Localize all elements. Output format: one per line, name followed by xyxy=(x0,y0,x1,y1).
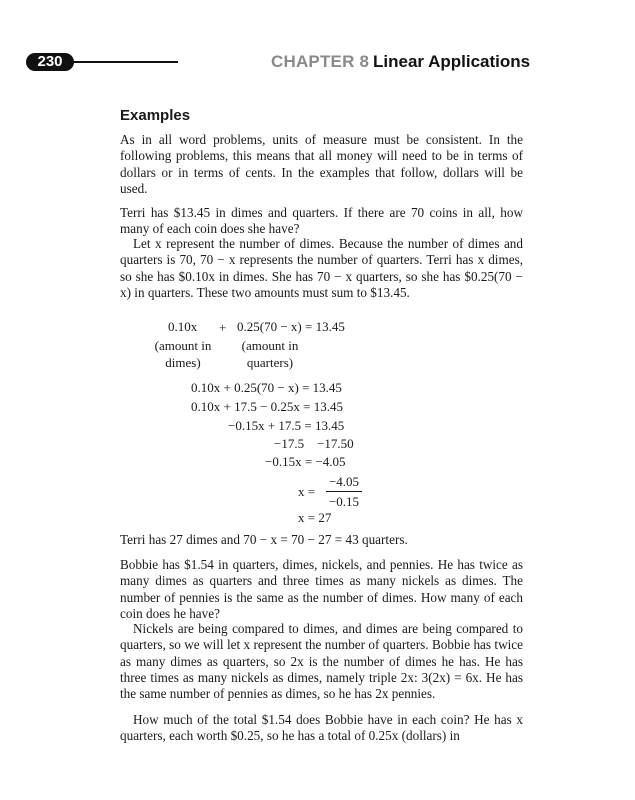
example2-problem: Bobbie has $1.54 in quarters, dimes, nickels, and pennies. He has twice as many dimes as quarters and three times as many nickels as dimes. The number of pennies is the same as the number of dimes. How many of each coin does he have? xyxy=(120,557,523,621)
setup-term-dimes: 0.10x xyxy=(168,319,198,334)
step-4: −17.5 −17.50 xyxy=(274,436,354,451)
example1-problem: Terri has $13.45 in dimes and quarters. If there are 70 coins in all, how many of each coin does she have? xyxy=(120,205,523,237)
example2-explanation: Nickels are being compared to dimes, and dimes are being compared to quarters, so we will let x represent the number of quarters. Bobbie has twice as many dimes as quarters, so 2x is the number of dimes he has. He has three times as many nickels as dimes, namely triple 2x: 3(2x) = 6x. He has the same number of pennies as dimes, so he has 2x pennies. xyxy=(120,621,523,702)
example1-explanation: Let x represent the number of dimes. Because the number of dimes and quarters is 70, 70 − x represents the number of quarters. Terri has x dimes, so she has $0.10x in dimes. She has 70 − x quarters, so she has $0.25(70 − x) in quarters. These two amounts must sum to $13.45. xyxy=(120,236,523,300)
step-1: 0.10x + 0.25(70 − x) = 13.45 xyxy=(191,380,342,395)
setup-term-quarters: 0.25(70 − x) = 13.45 xyxy=(237,319,345,334)
page-number-badge: 230 xyxy=(26,53,74,71)
fraction-lhs: x = xyxy=(298,484,316,499)
header-rule xyxy=(70,61,178,63)
fraction xyxy=(326,474,362,510)
setup-label-dimes-line2: dimes) xyxy=(165,355,201,370)
fraction-numerator: −4.05 xyxy=(328,474,360,489)
step-5: −0.15x = −4.05 xyxy=(265,454,346,469)
solution: x = 27 xyxy=(298,510,332,525)
setup-label-quarters-line1: (amount in xyxy=(241,338,299,353)
setup-label-quarters-line2: quarters) xyxy=(246,355,294,370)
chapter-title: Linear Applications xyxy=(373,52,531,71)
step-3: −0.15x + 17.5 = 13.45 xyxy=(228,418,345,433)
setup-plus: + xyxy=(219,320,227,335)
setup-label-dimes-line1: (amount in xyxy=(154,338,212,353)
example1-answer: Terri has 27 dimes and 70 − x = 70 − 27 = 43 quarters. xyxy=(120,532,408,547)
example2-continuation: How much of the total $1.54 does Bobbie have in each coin? He has x quarters, each worth $0.25, so he has a total of 0.25x (dollars) in xyxy=(120,712,523,744)
fraction-denominator: −0.15 xyxy=(328,494,360,509)
step-2: 0.10x + 17.5 − 0.25x = 13.45 xyxy=(191,399,343,414)
section-heading: Examples xyxy=(120,107,191,124)
fraction-bar xyxy=(326,491,362,492)
chapter-label: CHAPTER 8 xyxy=(271,52,370,71)
intro-paragraph: As in all word problems, units of measure must be consistent. In the following problems, this means that all money will need to be in terms of dollars or in terms of cents. In the examples that follow, dollars will be used. xyxy=(120,132,523,196)
